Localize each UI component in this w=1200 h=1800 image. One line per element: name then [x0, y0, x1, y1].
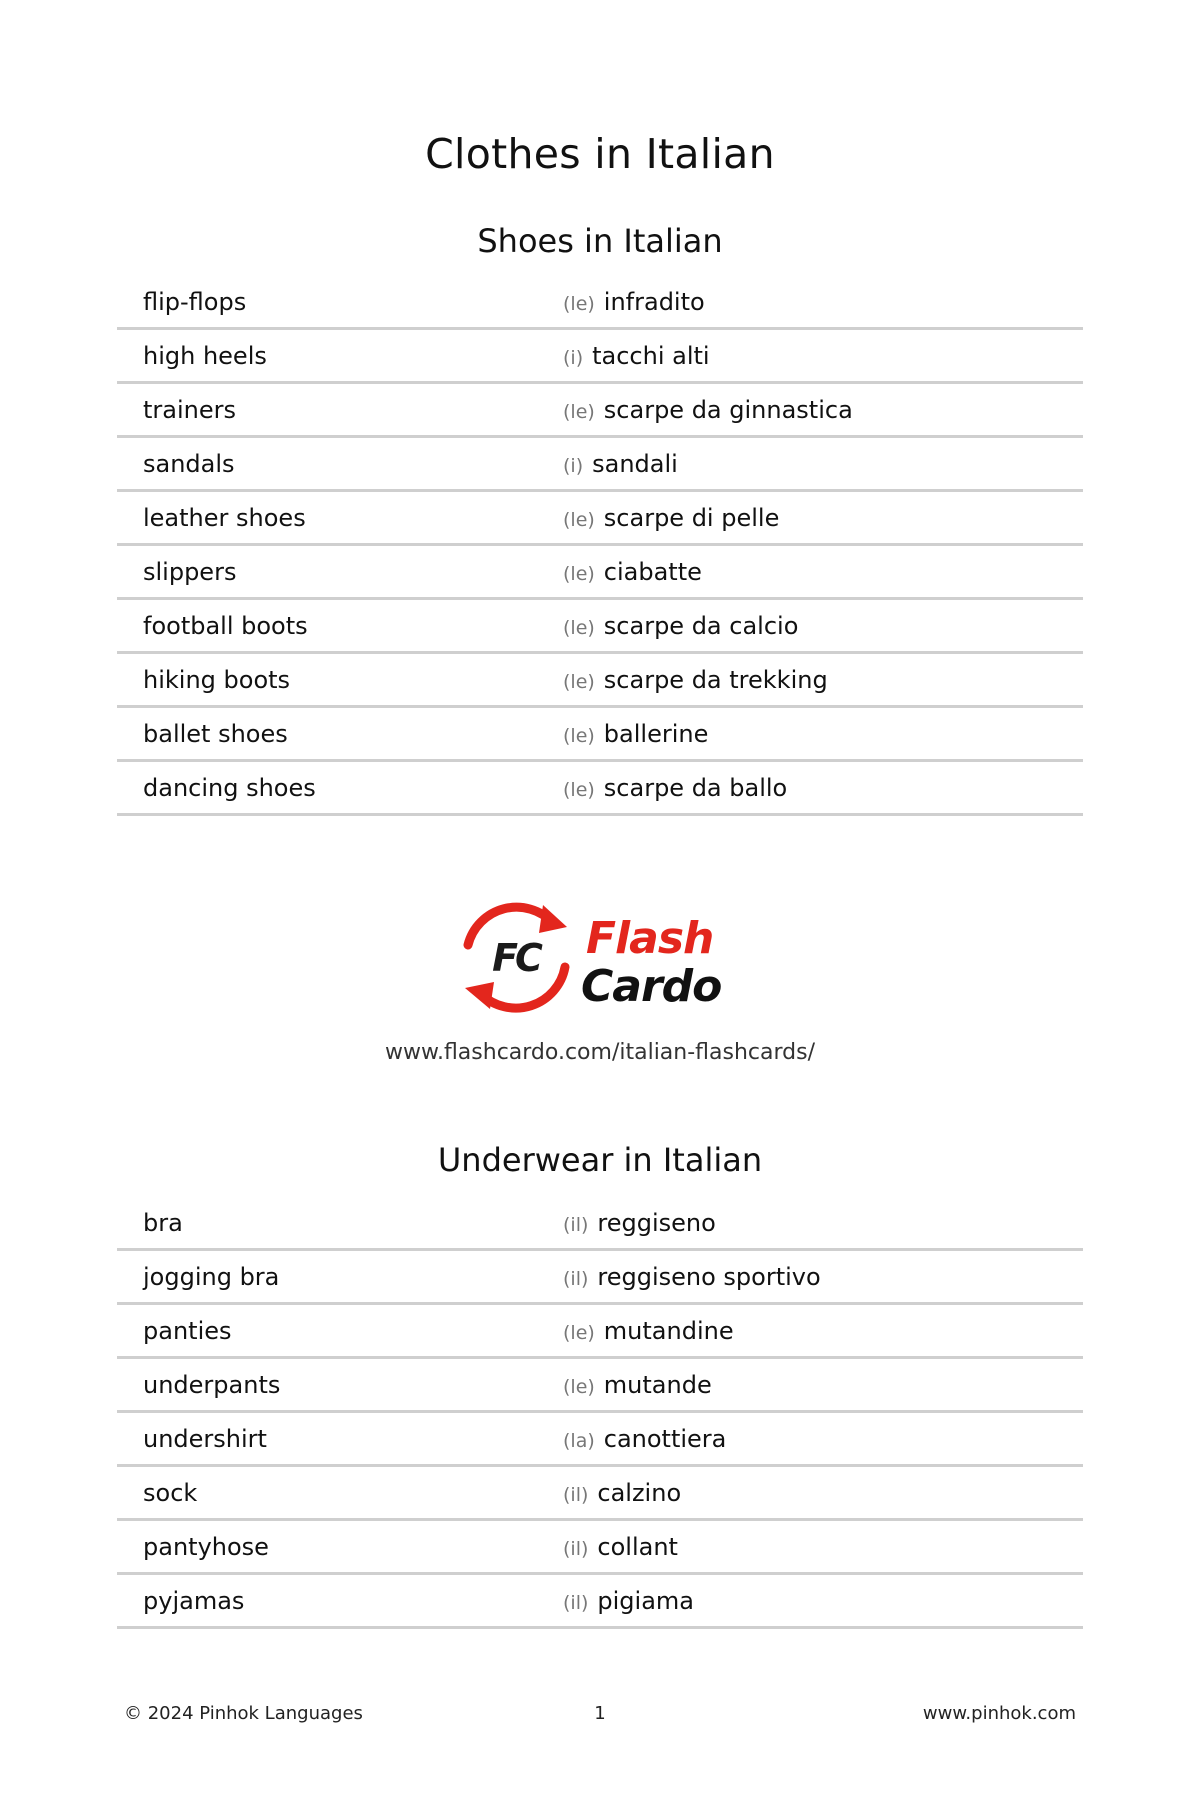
section-title-underwear: Underwear in Italian: [437, 1141, 763, 1179]
english-word: panties: [143, 1316, 232, 1345]
english-word: pyjamas: [143, 1586, 245, 1615]
logo-word-cardo: Cardo: [581, 961, 722, 1012]
italian-word: scarpe da ginnastica: [603, 395, 853, 424]
table-row: [117, 1575, 1083, 1629]
article: (la): [563, 1429, 595, 1452]
english-word: hiking boots: [143, 665, 291, 694]
italian-word: tacchi alti: [592, 341, 710, 370]
italian-cell: [563, 288, 1083, 316]
italian-cell: [563, 1479, 1083, 1507]
english-word: dancing shoes: [143, 773, 316, 802]
italian-cell: [563, 504, 1083, 532]
table-row: [117, 492, 1083, 546]
english-word: sock: [143, 1478, 198, 1507]
italian-word: infradito: [603, 287, 705, 316]
table-row: [117, 1197, 1083, 1251]
logo-monogram: FC: [492, 936, 540, 980]
logo-word-flash: Flash: [586, 913, 714, 964]
flashcardo-logo: [453, 893, 743, 1021]
italian-cell: [563, 612, 1083, 640]
table-row: [117, 708, 1083, 762]
italian-word: collant: [597, 1532, 678, 1561]
table-row: [117, 654, 1083, 708]
italian-cell: [563, 720, 1083, 748]
italian-word: mutande: [603, 1370, 712, 1399]
shoes-vocab-table: [117, 276, 1083, 816]
table-row: [117, 1521, 1083, 1575]
table-row: [117, 276, 1083, 330]
italian-cell: [563, 1533, 1083, 1561]
english-word: high heels: [143, 341, 267, 370]
table-row: [117, 1305, 1083, 1359]
table-row: [117, 762, 1083, 816]
article: (i): [563, 454, 584, 477]
italian-word: canottiera: [603, 1424, 727, 1453]
english-word: ballet shoes: [143, 719, 288, 748]
italian-word: ciabatte: [603, 557, 702, 586]
italian-cell: [563, 1209, 1083, 1237]
article: (il): [563, 1483, 589, 1506]
italian-word: scarpe da trekking: [603, 665, 828, 694]
english-word: flip-flops: [143, 287, 247, 316]
table-row: [117, 1467, 1083, 1521]
italian-word: reggiseno: [597, 1208, 716, 1237]
english-word: jogging bra: [143, 1262, 280, 1291]
article: (il): [563, 1267, 589, 1290]
italian-word: scarpe di pelle: [603, 503, 780, 532]
article: (le): [563, 724, 595, 747]
section-title-shoes: Shoes in Italian: [477, 222, 723, 260]
italian-cell: [563, 1371, 1083, 1399]
article: (le): [563, 1375, 595, 1398]
english-word: football boots: [143, 611, 308, 640]
table-row: [117, 546, 1083, 600]
italian-word: sandali: [592, 449, 678, 478]
english-word: bra: [143, 1208, 183, 1237]
italian-word: scarpe da ballo: [603, 773, 788, 802]
article: (le): [563, 292, 595, 315]
arrow-head-bottom: [465, 982, 494, 1009]
article: (le): [563, 562, 595, 585]
table-row: [117, 600, 1083, 654]
english-word: slippers: [143, 557, 237, 586]
italian-word: scarpe da calcio: [603, 611, 799, 640]
page-title: Clothes in Italian: [425, 130, 775, 178]
italian-cell: [563, 558, 1083, 586]
italian-cell: [563, 1317, 1083, 1345]
italian-word: calzino: [597, 1478, 682, 1507]
table-row: [117, 1359, 1083, 1413]
italian-cell: [563, 774, 1083, 802]
article: (le): [563, 508, 595, 531]
article: (le): [563, 400, 595, 423]
table-row: [117, 438, 1083, 492]
italian-word: pigiama: [597, 1586, 694, 1615]
italian-word: ballerine: [603, 719, 709, 748]
italian-cell: [563, 1587, 1083, 1615]
footer-copyright: © 2024 Pinhok Languages: [124, 1703, 363, 1724]
article: (i): [563, 346, 584, 369]
italian-cell: [563, 342, 1083, 370]
footer-website[interactable]: www.pinhok.com: [922, 1703, 1076, 1724]
english-word: pantyhose: [143, 1532, 269, 1561]
english-word: underpants: [143, 1370, 281, 1399]
italian-cell: [563, 396, 1083, 424]
table-row: [117, 1251, 1083, 1305]
article: (le): [563, 778, 595, 801]
footer-page-number: 1: [594, 1703, 606, 1724]
italian-cell: [563, 450, 1083, 478]
table-row: [117, 384, 1083, 438]
underwear-vocab-table: [117, 1197, 1083, 1629]
table-row: [117, 330, 1083, 384]
article: (il): [563, 1537, 589, 1560]
article: (il): [563, 1213, 589, 1236]
english-word: undershirt: [143, 1424, 267, 1453]
english-word: sandals: [143, 449, 235, 478]
italian-word: reggiseno sportivo: [597, 1262, 821, 1291]
english-word: leather shoes: [143, 503, 306, 532]
flashcardo-url[interactable]: www.flashcardo.com/italian-flashcards/: [385, 1040, 815, 1065]
article: (il): [563, 1591, 589, 1614]
italian-cell: [563, 1263, 1083, 1291]
italian-cell: [563, 666, 1083, 694]
arrow-head-top: [539, 905, 567, 933]
article: (le): [563, 670, 595, 693]
article: (le): [563, 616, 595, 639]
italian-word: mutandine: [603, 1316, 734, 1345]
italian-cell: [563, 1425, 1083, 1453]
english-word: trainers: [143, 395, 236, 424]
table-row: [117, 1413, 1083, 1467]
article: (le): [563, 1321, 595, 1344]
